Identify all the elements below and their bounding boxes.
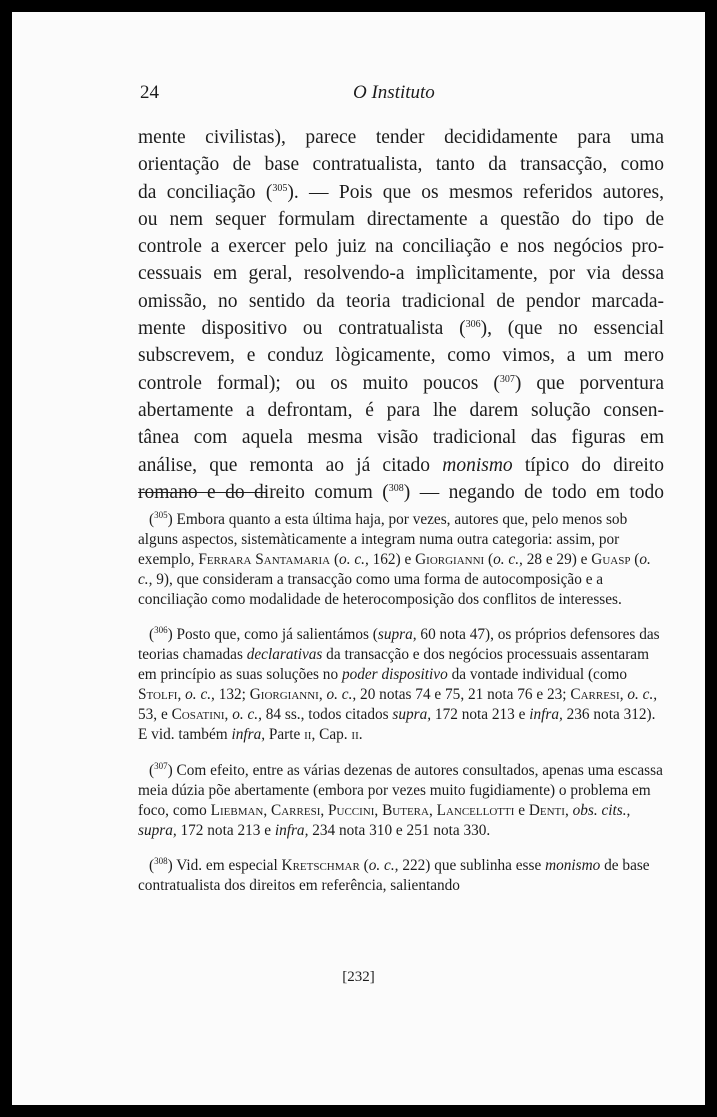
- text-line: cessuais em geral, resolvendo-a implìcitamente, por via dessa: [138, 263, 664, 285]
- text-line: orientação de base contratualista, tanto da transacção, como: [138, 154, 664, 176]
- footnote-305: ($^{305}$) Embora quanto a esta última haja, por vezes, autores que, pelo menos sob alguns aspectos, sistemàticamente a integram numa outra categoria: assim, por exemplo, Ferrara Santamaria (o. c., 162) e Giorgianni (o. c., 28 e 29) e Guasp (o. c., 9), que consideram a transacção como uma forma de autocomposição e a conciliação como modalidade de heterocomposição dos conflitos de interesses.: [138, 510, 651, 608]
- body-text: [138, 124, 664, 506]
- footnote-separator: [138, 492, 266, 493]
- folio-number: [232]: [342, 969, 375, 985]
- footnote-number: 305: [154, 510, 168, 520]
- text-line: romano e do direito comum ($^{308}$) — negando de todo em todo: [138, 481, 664, 503]
- text-line: abertamente a defrontam, é para lhe darem solução consen-: [138, 399, 664, 421]
- text-line: mente civilistas), parece tender decididamente para uma: [138, 127, 664, 148]
- text-line: controle a exercer pelo juiz na conciliação e nos negócios pro-: [138, 236, 664, 258]
- text-line: análise, que remonta ao já citado monismo típico do direito: [138, 454, 664, 476]
- running-title: O Instituto: [353, 82, 435, 103]
- text-line: tânea com aquela mesma visão tradicional das figuras em: [138, 427, 664, 449]
- footnote-306: ($^{306}$) Posto que, como já salientámos (supra, 60 nota 47), os próprios defensores das teorias chamadas declarativas da transacção e dos negócios processuais assentaram em princípio as suas soluções no poder dispositivo da vontade individual (como Stolfi, o. c., 132; Giorgianni, o. c., 20 notas 74 e 75, 21 nota 76 e 23; Carresi, o. c., 53, e Cosatini, o. c., 84 ss., todos citados supra, 172 nota 213 e infra, 236 nota 312). E vid. também infra, Parte ii, Cap. ii.: [138, 625, 660, 744]
- footnotes: [138, 510, 664, 903]
- page: [12, 12, 705, 1105]
- text-line: controle formal); ou os muito poucos ($^{307}$) que porventura: [138, 372, 664, 394]
- footnote-number: 308: [154, 855, 168, 866]
- text-line: omissão, no sentido da teoria tradicional de pendor marcada-: [138, 290, 664, 312]
- page-number: 24: [140, 82, 159, 103]
- text-line: mente dispositivo ou contratualista ($^{306}$), (que no essencial: [138, 318, 665, 340]
- text-line: da conciliação ($^{305}$). — Pois que os mesmos referidos autores,: [138, 181, 664, 203]
- footnote-ref: 307: [499, 373, 515, 385]
- page-header: [140, 82, 670, 112]
- text-line: subscrevem, e conduz lògicamente, como vimos, a um mero: [138, 345, 664, 367]
- footnote-number: 306: [154, 625, 168, 636]
- footnote-number: 307: [154, 760, 168, 771]
- footnote-ref: 305: [272, 182, 288, 194]
- footnote-ref: 306: [465, 319, 481, 331]
- footnote-307: ($^{307}$) Com efeito, entre as várias dezenas de autores consultados, apenas uma escassa meia dúzia põe abertamente (embora por vezes muito fugidiamente) o problema em foco, como Liebman, Carresi, Puccini, Butera, Lancellotti e Denti, obs. cits., supra, 172 nota 213 e infra, 234 nota 310 e 251 nota 330.: [138, 760, 663, 839]
- text-line: ou nem sequer formulam directamente a questão do tipo de: [138, 208, 664, 230]
- footnote-ref: 308: [388, 482, 404, 494]
- footnote-308: ($^{308}$) Vid. em especial Kretschmar (o. c., 222) que sublinha esse monismo de base contratualista dos direitos em referência, salientando: [138, 855, 650, 894]
